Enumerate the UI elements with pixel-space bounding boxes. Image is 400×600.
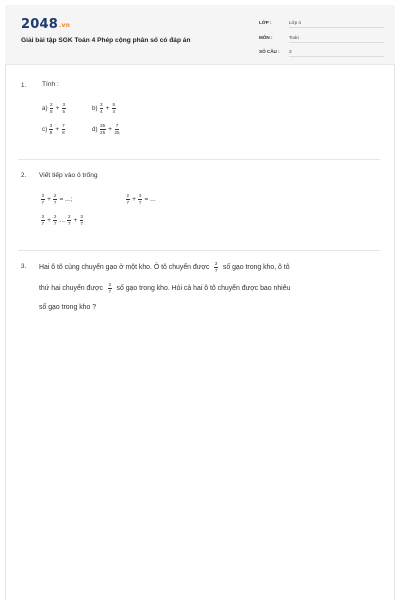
page-frame: [5, 5, 395, 600]
operator: +: [108, 126, 112, 134]
numerator: 3: [49, 124, 53, 130]
subject-value: Toán: [289, 35, 384, 43]
q2-expression-3: [40, 215, 84, 226]
denominator: 7: [126, 199, 130, 205]
question-divider: [18, 159, 380, 160]
logo-text: 2048: [21, 17, 58, 32]
q1-expression-d: [92, 124, 121, 135]
fraction: [214, 262, 218, 273]
question-3-line-2: [39, 283, 290, 294]
numerator: 3: [80, 215, 84, 221]
expr-label: a): [42, 105, 48, 113]
text-segment: Hai ô tô cùng chuyển gạo ở một kho. Ô tô chuyển được: [39, 264, 210, 272]
denominator: 5: [50, 108, 53, 114]
expr-label: d): [92, 126, 98, 134]
operator: +: [105, 105, 110, 113]
numerator: 2: [67, 215, 71, 221]
denominator: 7: [138, 199, 142, 205]
operator: +: [73, 217, 78, 225]
numerator: 3: [100, 103, 104, 109]
fraction: [108, 283, 112, 294]
numerator: 2: [50, 103, 54, 109]
blank-result: = ...;: [59, 196, 73, 204]
text-segment: số gạo trong kho. Hỏi cả hai ô tô chuyển được bao nhiêu: [116, 285, 291, 293]
fraction: [100, 124, 106, 135]
operator: +: [55, 126, 60, 134]
fraction: [53, 215, 57, 226]
numerator: 3: [108, 283, 112, 289]
text-segment: số gạo trong kho ?: [39, 304, 97, 311]
fraction: [100, 103, 104, 114]
operator: +: [132, 196, 136, 204]
numerator: 7: [62, 124, 66, 130]
numerator: 35: [100, 124, 106, 130]
question-2-number: 2.: [21, 172, 27, 179]
q1-expression-b: [92, 103, 117, 114]
denominator: 7: [108, 288, 111, 294]
fraction: [62, 124, 66, 135]
denominator: 7: [67, 220, 71, 226]
fraction: [138, 194, 142, 205]
question-count-label: SỐ CÂU :: [259, 49, 280, 54]
fraction: [112, 103, 116, 114]
numerator: 3: [41, 215, 45, 221]
fraction: [50, 103, 54, 114]
question-2-text: Viết tiếp vào ô trống: [39, 172, 98, 179]
document-title: Giải bài tập SGK Toán 4 Phép cộng phân số có đáp án: [21, 37, 191, 44]
denominator: 7: [53, 220, 57, 226]
text-segment: số gạo trong kho, ô tô: [222, 264, 290, 272]
expr-label: c): [42, 126, 48, 134]
subject-label: MÔN :: [259, 35, 273, 40]
fraction: [126, 194, 130, 205]
text-segment: thứ hai chuyển được: [39, 285, 103, 293]
question-count-value: 3: [289, 49, 384, 57]
operator: +: [55, 105, 60, 113]
fraction: [80, 215, 84, 226]
numerator: 3: [138, 194, 142, 200]
logo-suffix: .vn: [58, 22, 71, 29]
fraction: [41, 194, 45, 205]
numerator: 7: [115, 124, 119, 130]
denominator: 8: [62, 129, 65, 135]
q2-expression-2: [125, 194, 157, 205]
question-3-line-1: [39, 262, 290, 273]
fraction: [115, 124, 120, 135]
expr-label: b): [92, 105, 98, 113]
fraction: [67, 215, 71, 226]
fraction: [49, 124, 53, 135]
question-1-text: Tính :: [42, 81, 59, 88]
numerator: 3: [62, 103, 66, 109]
denominator: 7: [214, 267, 218, 273]
worksheet-header: [5, 5, 395, 65]
numerator: 3: [41, 194, 45, 200]
denominator: 5: [62, 108, 65, 114]
denominator: 7: [41, 199, 45, 205]
question-3-line-3: [39, 304, 96, 311]
denominator: 4: [100, 108, 103, 114]
numerator: 2: [214, 262, 218, 268]
denominator: 7: [53, 199, 57, 205]
numerator: 2: [126, 194, 130, 200]
blank-comparison: ...: [59, 217, 65, 225]
denominator: 25: [114, 129, 120, 135]
site-logo[interactable]: [21, 17, 70, 32]
operator: +: [47, 196, 51, 204]
q1-expression-c: [42, 124, 66, 135]
denominator: 7: [80, 220, 83, 226]
class-value: Lớp 4: [289, 20, 384, 28]
denominator: 7: [41, 220, 45, 226]
denominator: 4: [112, 108, 115, 114]
denominator: 25: [100, 129, 106, 135]
fraction: [53, 194, 57, 205]
numerator: 2: [53, 194, 57, 200]
question-1-number: 1.: [21, 82, 27, 89]
question-3-number: 3.: [21, 263, 27, 270]
q1-expression-a: [42, 103, 67, 114]
denominator: 8: [49, 129, 53, 135]
class-label: LỚP :: [259, 20, 272, 25]
question-divider: [18, 250, 380, 251]
blank-result: = ...: [144, 196, 156, 204]
fraction: [41, 215, 45, 226]
fraction: [62, 103, 66, 114]
numerator: 5: [112, 103, 116, 109]
operator: +: [47, 217, 51, 225]
numerator: 2: [53, 215, 57, 221]
q2-expression-1: [40, 194, 74, 205]
